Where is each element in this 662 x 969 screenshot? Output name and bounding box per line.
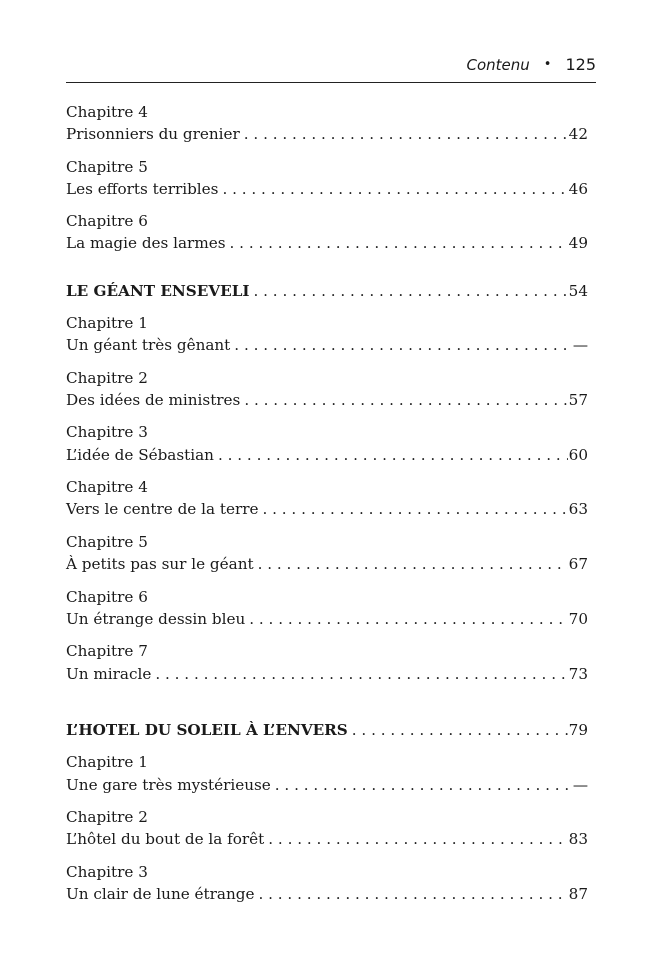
dot-leader [214, 444, 568, 466]
toc-entry-page: 42 [568, 125, 588, 143]
toc-entry-title: Une gare très mystérieuse [66, 776, 271, 794]
toc-entry-page: 57 [568, 391, 588, 409]
dot-leader [271, 774, 568, 796]
toc-entry-page: — [572, 336, 588, 354]
toc-entry[interactable] [66, 123, 588, 145]
toc-part-page: 54 [568, 282, 588, 300]
toc-part-entry[interactable] [66, 719, 588, 741]
chapter-label: Chapitre 6 [66, 588, 148, 606]
toc-part-title: LE GÉANT ENSEVELI [66, 282, 250, 300]
dot-leader [258, 498, 568, 520]
toc-entry-title: Un géant très gênant [66, 336, 231, 354]
toc-entry-title: Vers le centre de la terre [66, 500, 259, 518]
toc-part-title: L’HOTEL DU SOLEIL À L’ENVERS [66, 721, 348, 739]
toc-entry-title: Des idées de ministres [66, 391, 241, 409]
chapter-label: Chapitre 4 [66, 478, 148, 496]
chapter-label: Chapitre 5 [66, 158, 148, 176]
dot-leader [230, 334, 568, 356]
toc-part-entry[interactable] [66, 280, 588, 302]
toc-entry-title: L’hôtel du bout de la forêt [66, 830, 265, 848]
toc-entry-title: Un étrange dessin bleu [66, 610, 246, 628]
toc-entry-title: Prisonniers du grenier [66, 125, 240, 143]
chapter-label: Chapitre 1 [66, 314, 148, 332]
toc-entry-page: 49 [568, 234, 588, 252]
dot-leader [250, 280, 569, 302]
toc-entry[interactable] [66, 774, 588, 796]
bullet-separator: • [543, 57, 552, 72]
chapter-label: Chapitre 6 [66, 212, 148, 230]
dot-leader [226, 232, 568, 254]
chapter-label: Chapitre 3 [66, 423, 148, 441]
toc-entry-page: — [572, 776, 588, 794]
toc-entry-page: 63 [568, 500, 588, 518]
dot-leader [254, 883, 568, 905]
toc-entry[interactable] [66, 883, 588, 905]
chapter-label: Chapitre 7 [66, 642, 148, 660]
toc-entry-page: 87 [568, 885, 588, 903]
toc-entry-title: La magie des larmes [66, 234, 226, 252]
toc-entry-title: Les efforts terribles [66, 180, 219, 198]
chapter-label: Chapitre 4 [66, 103, 148, 121]
toc-entry[interactable] [66, 334, 588, 356]
toc-entry[interactable] [66, 389, 588, 411]
toc-entry-page: 60 [568, 446, 588, 464]
toc-entry-title: Un clair de lune étrange [66, 885, 255, 903]
dot-leader [218, 178, 568, 200]
chapter-label: Chapitre 3 [66, 863, 148, 881]
toc-entry-title: L’idée de Sébastian [66, 446, 214, 464]
chapter-label: Chapitre 5 [66, 533, 148, 551]
running-header [66, 54, 596, 83]
toc-entry-page: 70 [568, 610, 588, 628]
toc-entry-page: 73 [568, 665, 588, 683]
dot-leader [264, 828, 568, 850]
toc-entry-page: 83 [568, 830, 588, 848]
dot-leader [240, 389, 568, 411]
toc-entry[interactable] [66, 828, 588, 850]
toc-entry[interactable] [66, 553, 588, 575]
chapter-label: Chapitre 2 [66, 808, 148, 826]
dot-leader [245, 608, 568, 630]
toc-entry[interactable] [66, 444, 588, 466]
dot-leader [151, 663, 568, 685]
toc-entry[interactable] [66, 498, 588, 520]
chapter-label: Chapitre 1 [66, 753, 148, 771]
toc-entry-page: 67 [568, 555, 588, 573]
chapter-label: Chapitre 2 [66, 369, 148, 387]
running-header-title: Contenu [466, 56, 530, 74]
dot-leader [240, 123, 568, 145]
toc-entry-title: À petits pas sur le géant [66, 555, 254, 573]
dot-leader [348, 719, 568, 741]
toc-entry[interactable] [66, 178, 588, 200]
toc-entry[interactable] [66, 608, 588, 630]
toc-entry[interactable] [66, 663, 588, 685]
page-number: 125 [565, 55, 596, 74]
toc-part-page: 79 [568, 721, 588, 739]
toc-entry-page: 46 [568, 180, 588, 198]
toc-entry-title: Un miracle [66, 665, 152, 683]
dot-leader [254, 553, 568, 575]
toc-entry[interactable] [66, 232, 588, 254]
